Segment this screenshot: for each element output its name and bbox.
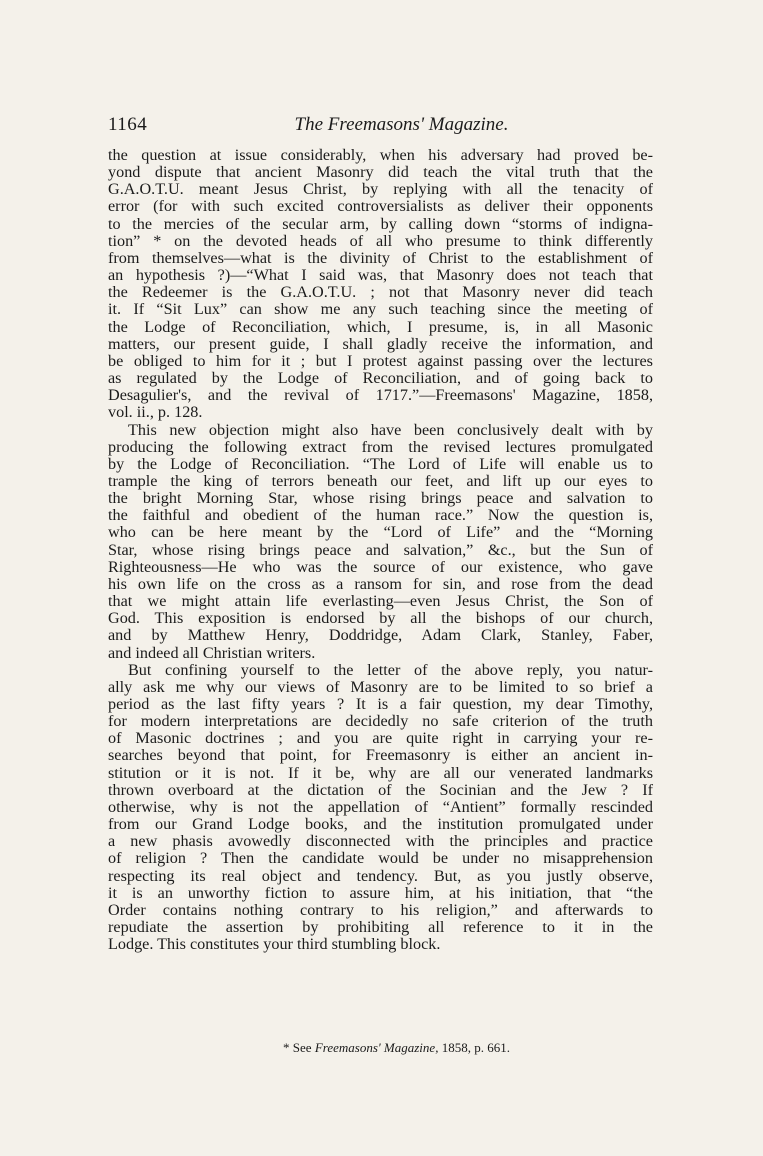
text-line: ally ask me why our views of Masonry are to be limited to so brief a [108,677,653,696]
text-line: who can be here meant by the “Lord of Life” and the “Morning [108,523,653,542]
running-title: The Freemasons' Magazine. [294,114,509,135]
text-line: vol. ii., p. 128. [108,403,203,422]
text-line: yond dispute that ancient Masonry did teach the vital truth that the [108,163,653,182]
paragraph [108,147,653,422]
text-line: for modern interpretations are decidedly no safe criterion of the truth [108,712,653,731]
text-line: from our Grand Lodge books, and the institution promulgated under [108,815,653,834]
text-line: Righteousness—He who was the source of our existence, who gave [108,557,653,576]
text-line: thrown overboard at the dictation of the Socinian and the Jew ? If [108,780,653,799]
text-line: and indeed all Christian writers. [108,643,316,662]
article-body [108,147,653,953]
text-line: the bright Morning Star, whose rising brings peace and salvation to [108,489,653,508]
text-line: the faithful and obedient of the human race.” Now the question is, [108,506,653,525]
footnote-suffix: 1858, p. 661. [438,1040,510,1055]
footnote-prefix: * See [283,1040,315,1055]
paragraph [108,422,653,662]
text-line: But confining yourself to the letter of the above reply, you natur- [128,660,653,679]
text-line: God. This exposition is endorsed by all the bishops of our church, [108,609,653,628]
text-line: Lodge. This constitutes your third stumbling block. [108,935,441,954]
paragraph [108,662,653,954]
text-line: respecting its real object and tendency. But, as you justly observe, [108,866,653,885]
text-line: and by Matthew Henry, Doddridge, Adam Clark, Stanley, Faber, [108,626,653,645]
text-line: Order contains nothing contrary to his religion,” and afterwards to [108,900,653,919]
page-number: 1164 [108,114,148,135]
text-line: trample the king of terrors beneath our feet, and lift up our eyes to [108,471,653,490]
text-line: of Masonic doctrines ; and you are quite right in carrying your re- [108,729,653,748]
text-line: the Lodge of Reconciliation, which, I presume, is, in all Masonic [108,317,653,336]
text-line: a new phasis avowedly disconnected with the principles and practice [108,832,653,851]
text-line: to the mercies of the secular arm, by calling down “storms of indigna- [108,214,653,233]
text-line: it. If “Sit Lux” can show me any such teaching since the meeting of [108,300,653,319]
text-line: producing the following extract from the revised lectures promulgated [108,437,653,456]
text-line: from themselves—what is the divinity of Christ to the establishment of [108,248,653,267]
text-line: Star, whose rising brings peace and salvation,” &c., but the Sun of [108,540,653,559]
footnote [0,1040,763,1056]
text-line: error (for with such excited controversialists as deliver their opponents [108,197,653,216]
text-line: the Redeemer is the G.A.O.T.U. ; not that Masonry never did teach [108,283,653,302]
text-line: that we might attain life everlasting—even Jesus Christ, the Son of [108,592,653,611]
text-line: matters, our present guide, I shall gladly receive the information, and [108,334,653,353]
text-line: otherwise, why is not the appellation of “Antient” formally rescinded [108,797,653,816]
text-line: of religion ? Then the candidate would be under no misapprehension [108,849,653,868]
text-line: Desagulier's, and the revival of 1717.”—Freemasons' Magazine, 1858, [108,386,653,405]
text-line: repudiate the assertion by prohibiting all reference to it in the [108,918,653,937]
text-line: searches beyond that point, for Freemasonry is either an ancient in- [108,746,653,765]
text-line: G.A.O.T.U. meant Jesus Christ, by replying with all the tenacity of [108,180,653,199]
footnote-source: Freemasons' Magazine, [314,1040,439,1055]
text-line: it is an unworthy fiction to assure him, at his initiation, that “the [108,883,653,902]
text-line: be obliged to him for it ; but I protest against passing over the lectures [108,351,653,370]
text-line: This new objection might also have been conclusively dealt with by [128,420,653,439]
text-line: an hypothesis ?)—“What I said was, that Masonry does not teach that [108,266,653,285]
text-line: as regulated by the Lodge of Reconciliation, and of going back to [108,369,653,388]
text-line: tion” * on the devoted heads of all who presume to think differently [108,231,653,250]
text-line: stitution or it is not. If it be, why are all our venerated landmarks [108,763,653,782]
text-line: the question at issue considerably, when his adversary had proved be- [108,146,653,164]
text-line: by the Lodge of Reconciliation. “The Lord of Life will enable us to [108,454,653,473]
text-line: his own life on the cross as a ransom for sin, and rose from the dead [108,574,653,593]
text-line: period as the last fifty years ? It is a fair question, my dear Timothy, [108,695,653,713]
